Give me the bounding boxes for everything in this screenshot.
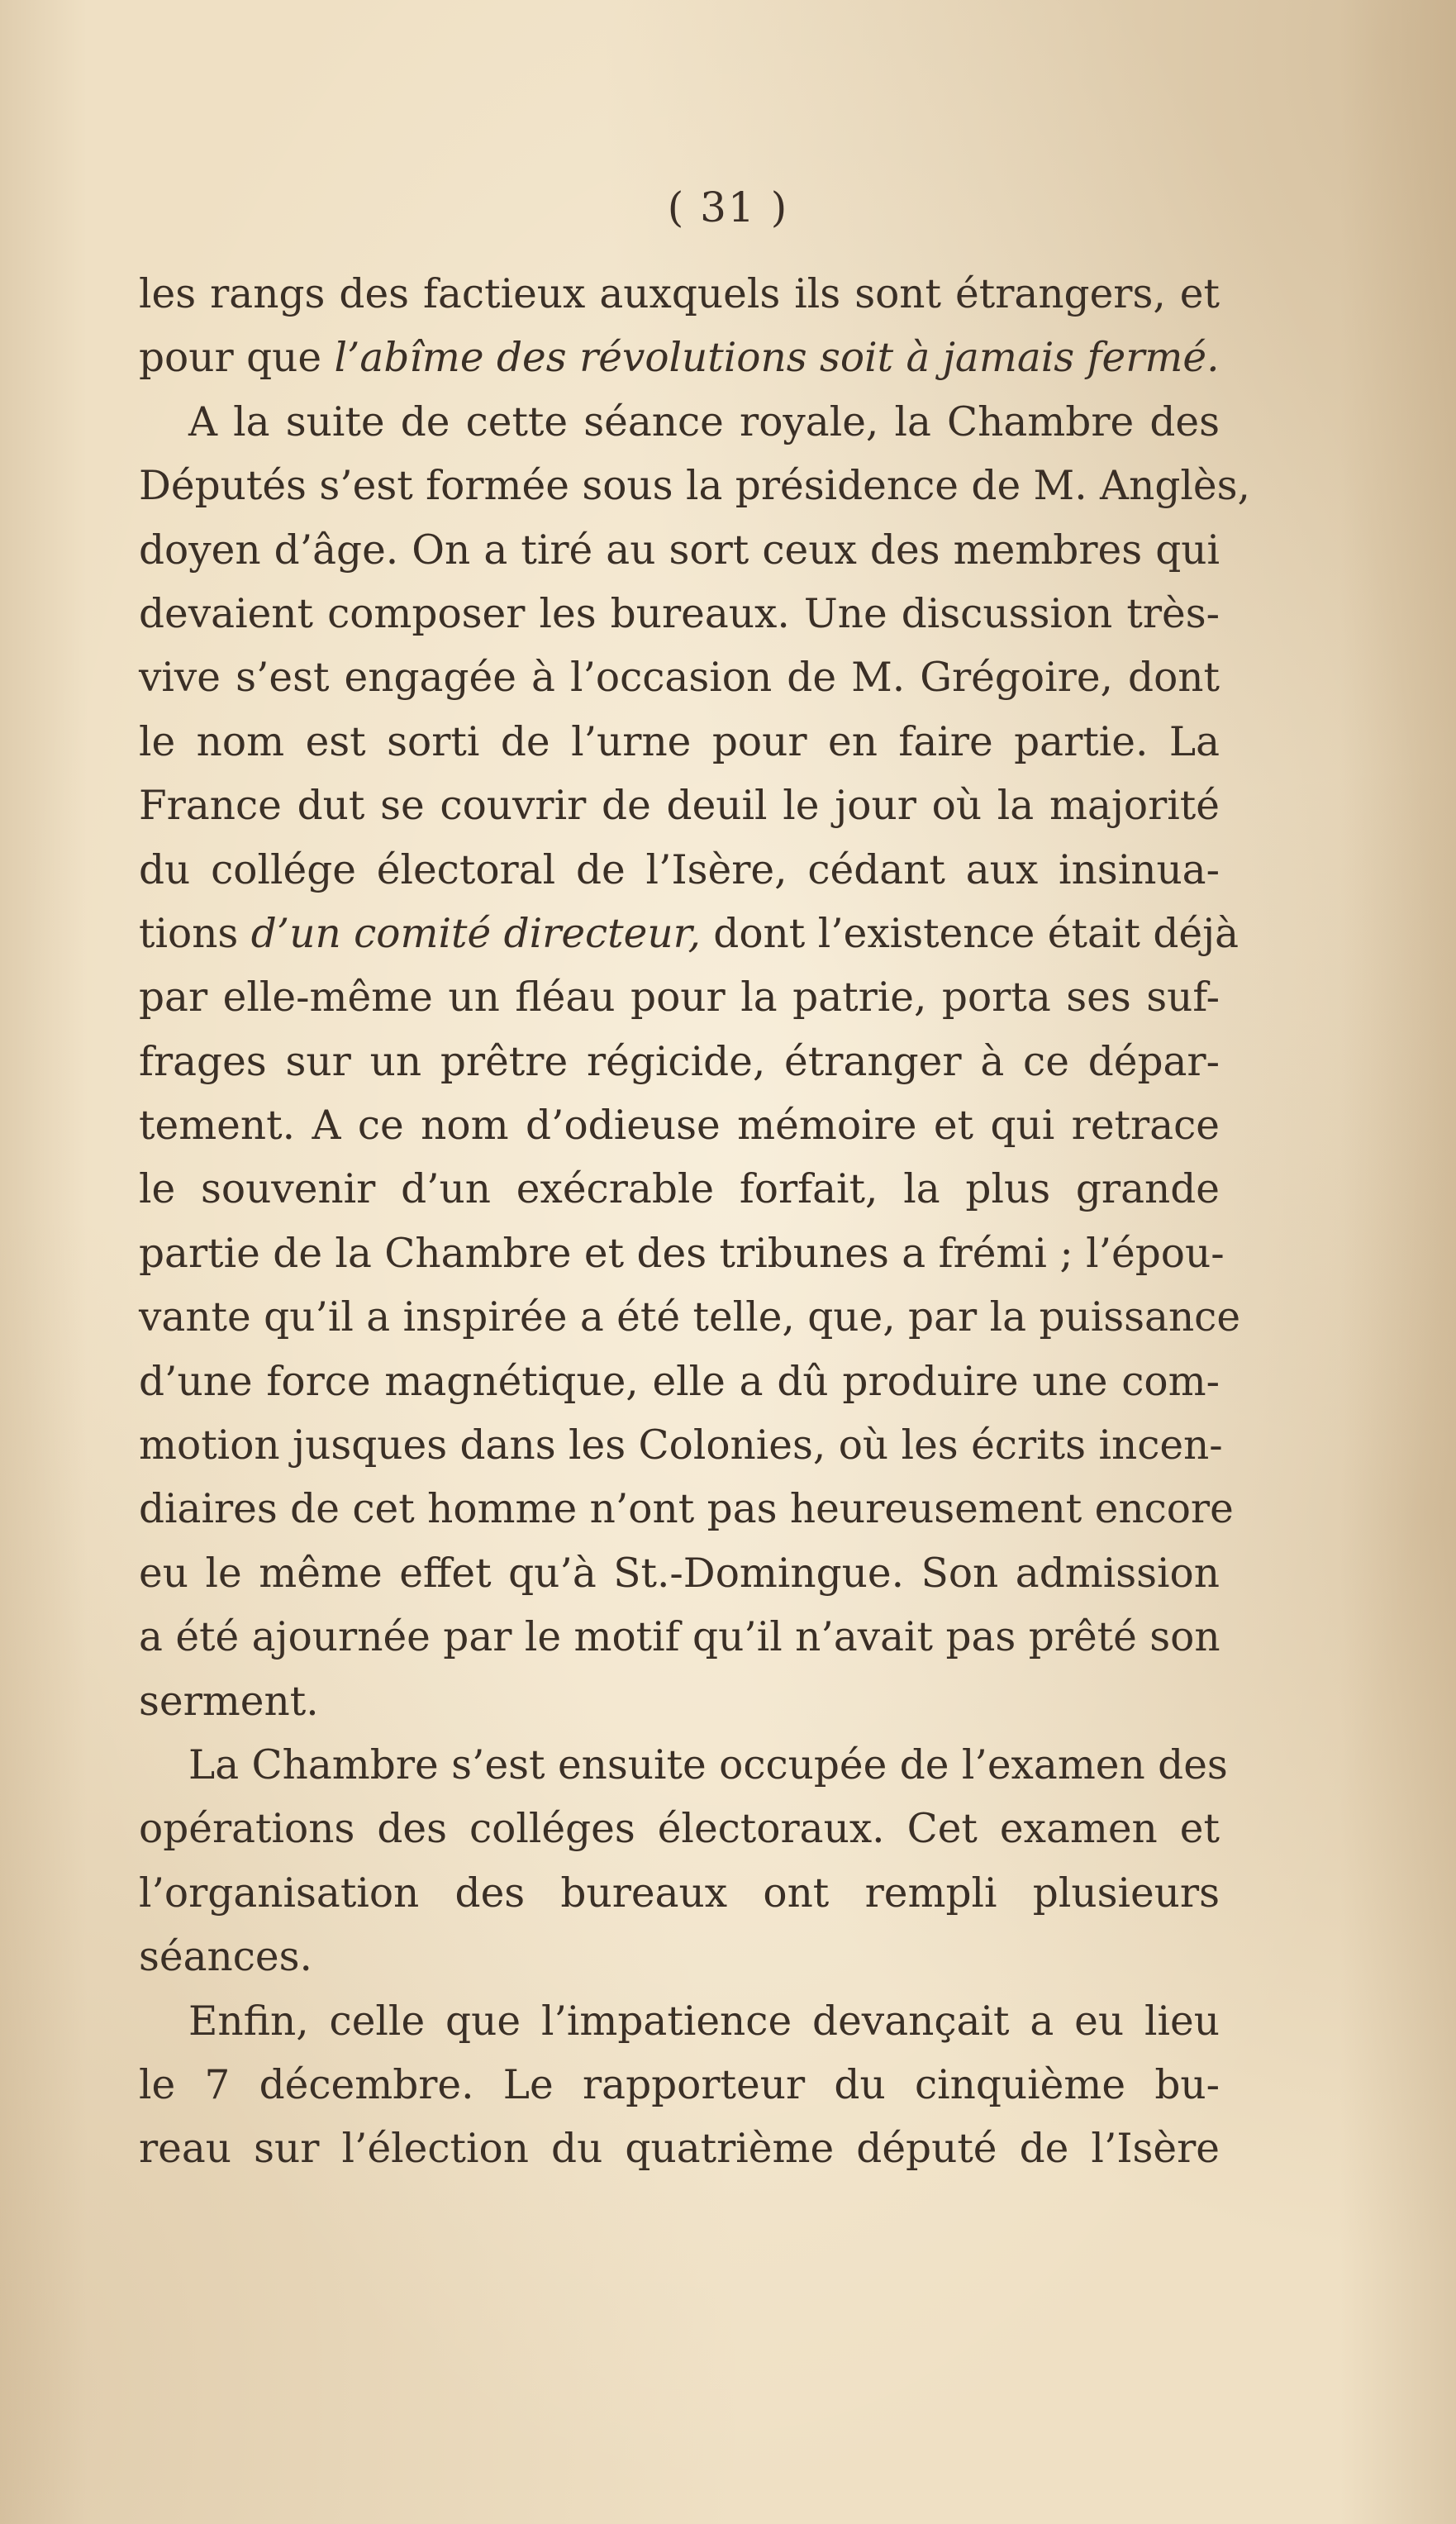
text-line bbox=[139, 583, 1220, 646]
text-line bbox=[139, 839, 1220, 902]
italic-text: l’abîme des révolutions soit à jamais fermé. bbox=[334, 335, 1220, 382]
text-segment: opérations des colléges électoraux. Cet examen et bbox=[139, 1806, 1220, 1853]
text-segment: serment. bbox=[139, 1678, 319, 1725]
text-segment: devaient composer les bureaux. Une discussion très- bbox=[139, 590, 1220, 637]
text-segment: partie de la Chambre et des tribunes a frémi ; l’épou- bbox=[139, 1230, 1225, 1277]
text-line bbox=[139, 1286, 1241, 1350]
text-segment: frages sur un prêtre régicide, étranger à ce dépar- bbox=[139, 1038, 1220, 1085]
text-segment: Députés s’est formée sous la présidence de M. Anglès, bbox=[139, 463, 1250, 510]
text-segment: La Chambre s’est ensuite occupée de l’examen des bbox=[188, 1741, 1228, 1788]
text-segment: le nom est sorti de l’urne pour en faire partie. La bbox=[139, 718, 1220, 765]
text-segment: reau sur l’élection du quatrième député de l’Isère bbox=[139, 2126, 1220, 2173]
text-line bbox=[139, 263, 1220, 326]
text-line bbox=[139, 1031, 1220, 1094]
text-line bbox=[139, 2117, 1220, 2181]
text-segment: séances. bbox=[139, 1934, 312, 1981]
text-line bbox=[139, 519, 1220, 583]
text-line bbox=[139, 711, 1220, 774]
text-segment: vive s’est engagée à l’occasion de M. Grégoire, dont bbox=[139, 655, 1220, 702]
text-line bbox=[139, 902, 1240, 966]
italic-text: d’un comité directeur, bbox=[250, 910, 701, 957]
text-line bbox=[139, 1734, 1228, 1798]
text-line bbox=[139, 1478, 1234, 1541]
text-segment: France dut se couvrir de deuil le jour où la majorité bbox=[139, 783, 1220, 830]
text-segment: les rangs des factieux auxquels ils sont étrangers, et bbox=[139, 271, 1220, 317]
text-segment: diaires de cet homme n’ont pas heureusement encore bbox=[139, 1486, 1234, 1533]
text-line bbox=[139, 1606, 1220, 1669]
text-segment: tions bbox=[139, 910, 251, 957]
text-segment: eu le même effet qu’à St.-Domingue. Son admission bbox=[139, 1550, 1220, 1597]
text-segment: vante qu’il a inspirée a été telle, que, par la puissance bbox=[139, 1294, 1241, 1341]
text-line bbox=[139, 646, 1220, 710]
text-segment: tement. A ce nom d’odieuse mémoire et qui retrace bbox=[139, 1102, 1220, 1150]
text-line bbox=[139, 2054, 1220, 2117]
text-segment: motion jusques dans les Colonies, où les écrits incen- bbox=[139, 1422, 1223, 1469]
text-segment: a été ajournée par le motif qu’il n’avait pas prêté son bbox=[139, 1614, 1220, 1661]
text-segment: pour que bbox=[139, 335, 335, 382]
text-segment: le 7 décembre. Le rapporteur du cinquième bu- bbox=[139, 2061, 1220, 2108]
text-segment: A la suite de cette séance royale, la Chambre des bbox=[188, 398, 1220, 445]
text-line bbox=[139, 966, 1220, 1030]
text-segment: du collége électoral de l’Isère, cédant aux insinua- bbox=[139, 846, 1220, 893]
text-line bbox=[139, 455, 1250, 518]
text-line bbox=[139, 1222, 1225, 1286]
text-line bbox=[139, 1862, 1220, 1926]
text-line bbox=[139, 1542, 1220, 1606]
text-segment: doyen d’âge. On a tiré au sort ceux des membres qui bbox=[139, 526, 1220, 574]
text-line bbox=[139, 1094, 1220, 1158]
text-line bbox=[139, 1414, 1223, 1478]
text-line bbox=[139, 1926, 1220, 1989]
text-segment: d’une force magnétique, elle a dû produire une com- bbox=[139, 1358, 1220, 1405]
text-line bbox=[139, 391, 1220, 455]
text-segment: l’organisation des bureaux ont rempli plusieurs bbox=[139, 1869, 1220, 1917]
text-segment: par elle-même un fléau pour la patrie, porta ses suf- bbox=[139, 974, 1220, 1022]
text-segment: le souvenir d’un exécrable forfait, la plus grande bbox=[139, 1166, 1220, 1213]
page-number: ( 31 ) bbox=[667, 183, 789, 231]
text-line bbox=[139, 1158, 1220, 1222]
text-line bbox=[139, 326, 1220, 390]
text-line bbox=[139, 1990, 1220, 2054]
text-segment: dont l’existence était déjà bbox=[700, 910, 1240, 957]
text-line bbox=[139, 1798, 1220, 1861]
text-line bbox=[139, 1670, 1220, 1734]
text-segment: Enfin, celle que l’impatience devançait a eu lieu bbox=[188, 1998, 1220, 2045]
text-line bbox=[139, 1350, 1220, 1414]
text-line bbox=[139, 774, 1220, 838]
body-text bbox=[139, 263, 1250, 2182]
